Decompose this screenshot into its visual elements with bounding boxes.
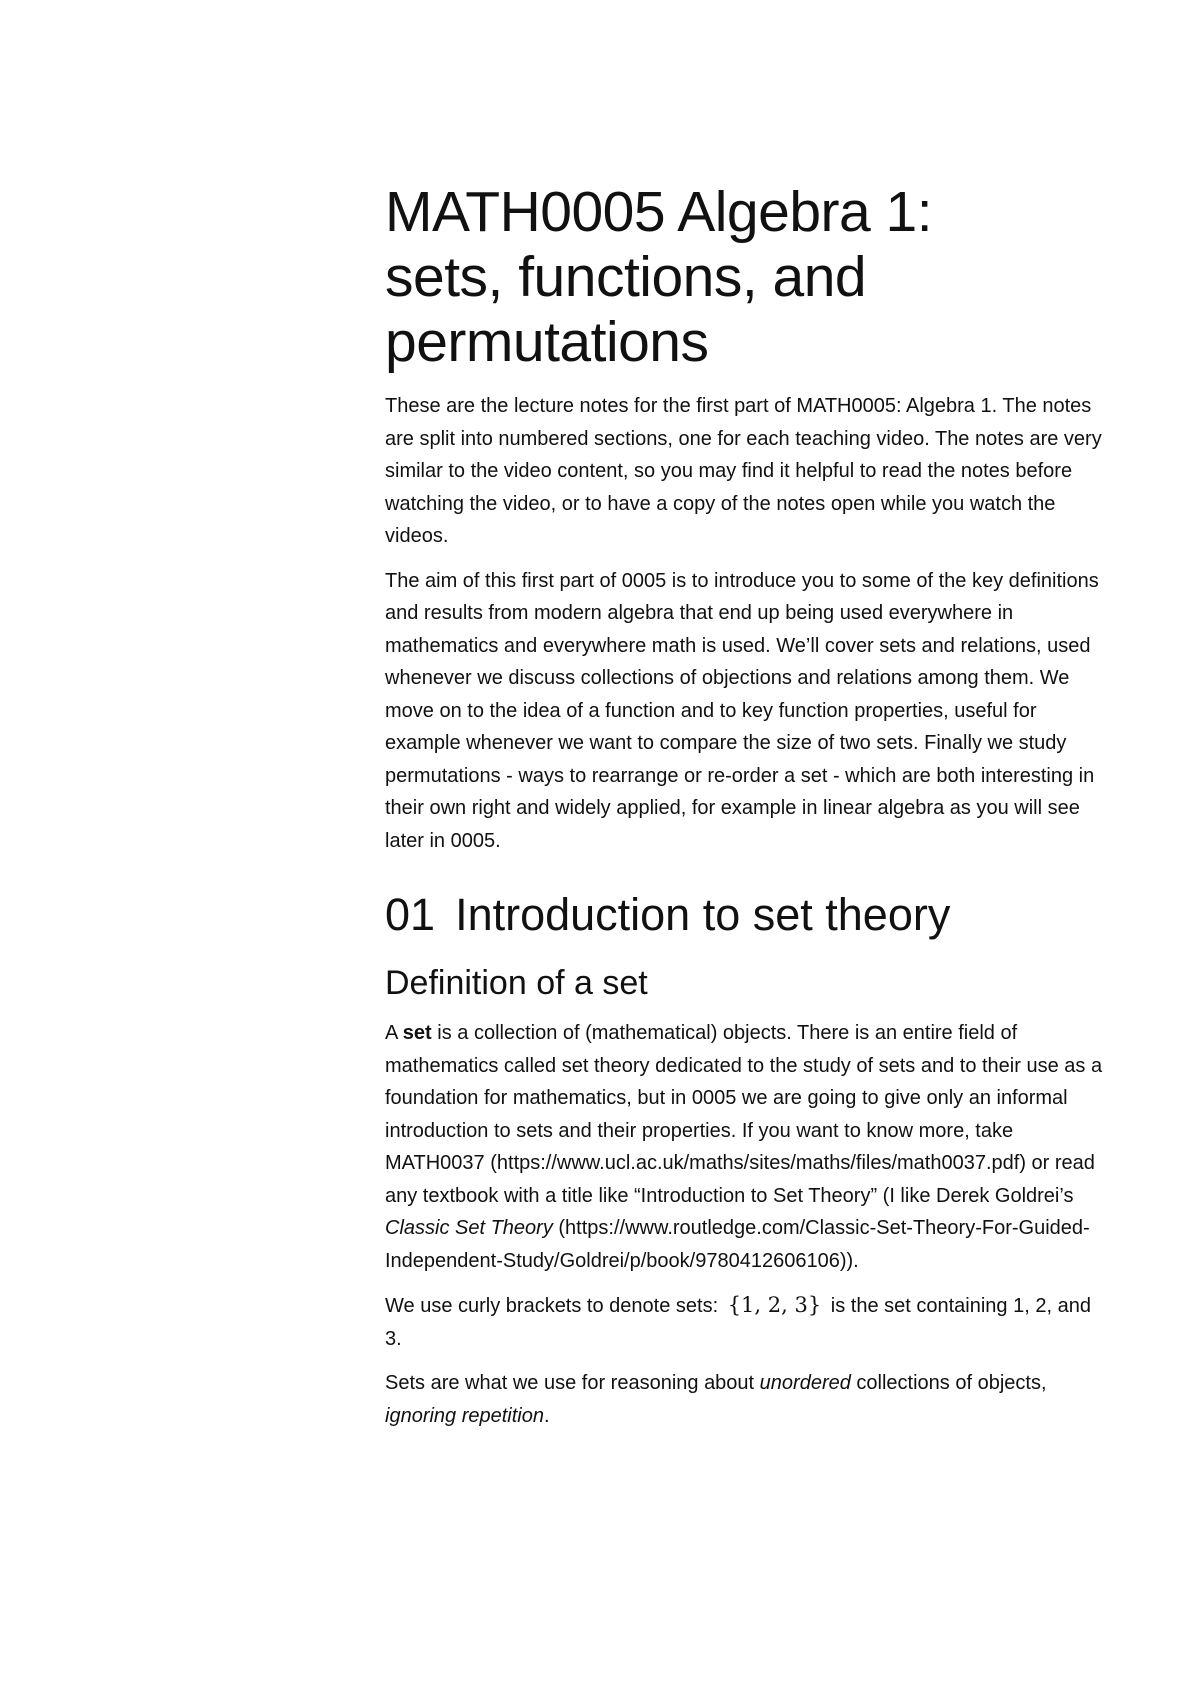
title-line-1: MATH0005 Algebra 1: [385, 180, 933, 244]
definition-text-1: is a collection of (mathematical) objects. There is an entire field of mathematics called set theory dedicated to the study of sets and to their use as a foundation for mathematics, but in 0005 we are going to give only an informal introduction to sets and their properties. If you want to know more, take MATH0037 (https://www.ucl.ac.uk/maths/sites/maths/files/math0037.pdf) or read any textbook with a title like “Introduction to Set Theory” (I like Derek Goldrei’s [385, 1022, 1103, 1207]
subsection-heading: Definition of a set [385, 964, 648, 1002]
definition-text-2: (https://www.routledge.com/Classic-Set-Theory-For-Guided-Independent-Study/Goldrei/p/book/9780412606106)). [385, 1217, 1090, 1272]
emphasis-ignoring-repetition: ignoring repetition [385, 1404, 544, 1427]
unordered-text-middle: collections of objects, [850, 1372, 1047, 1394]
title-line-3: permutations [385, 310, 709, 374]
document-page [385, 180, 1105, 1444]
unordered-text-after: . [544, 1404, 550, 1427]
book-title: Classic Set Theory [385, 1217, 553, 1239]
section-heading [385, 887, 1105, 943]
section-title: Introduction to set theory [455, 889, 951, 940]
unordered-text-before: Sets are what we use for reasoning about [385, 1372, 760, 1394]
curly-text-before: We use curly brackets to denote sets: [385, 1295, 724, 1317]
definition-paragraph [385, 1017, 1105, 1277]
emphasis-unordered: unordered [759, 1372, 851, 1394]
set-math-expression: {1, 2, 3} [727, 1293, 822, 1317]
intro-paragraph-2: The aim of this first part of 0005 is to introduce you to some of the key definitions and results from modern algebra that end up being used everywhere in mathematics and everywhere math is used. We’ll cover sets and relations, used whenever we discuss collections of objections and relations among them. We move on to the idea of a function and to key function properties, useful for example whenever we want to compare the size of two sets. Finally we study permutations - ways to rearrange or re-order a set - which are both interesting in their own right and widely applied, for example in linear algebra as you will see later in 0005. [385, 569, 1099, 852]
definition-prefix: A [385, 1022, 403, 1044]
document-title [385, 180, 1105, 375]
curly-text-after: is the set containing 1, 2, and 3. [385, 1295, 1091, 1350]
curly-brackets-paragraph [385, 1289, 1105, 1355]
section-number: 01 [385, 889, 436, 940]
intro-paragraph-1: These are the lecture notes for the first part of MATH0005: Algebra 1. The notes are split into numbered sections, one for each teaching video. The notes are very similar to the video content, so you may find it helpful to read the notes before watching the video, or to have a copy of the notes open while you watch the videos. [385, 395, 1102, 547]
unordered-paragraph [385, 1367, 1105, 1432]
title-line-2: sets, functions, and [385, 245, 867, 309]
defined-term: set [402, 1022, 432, 1044]
